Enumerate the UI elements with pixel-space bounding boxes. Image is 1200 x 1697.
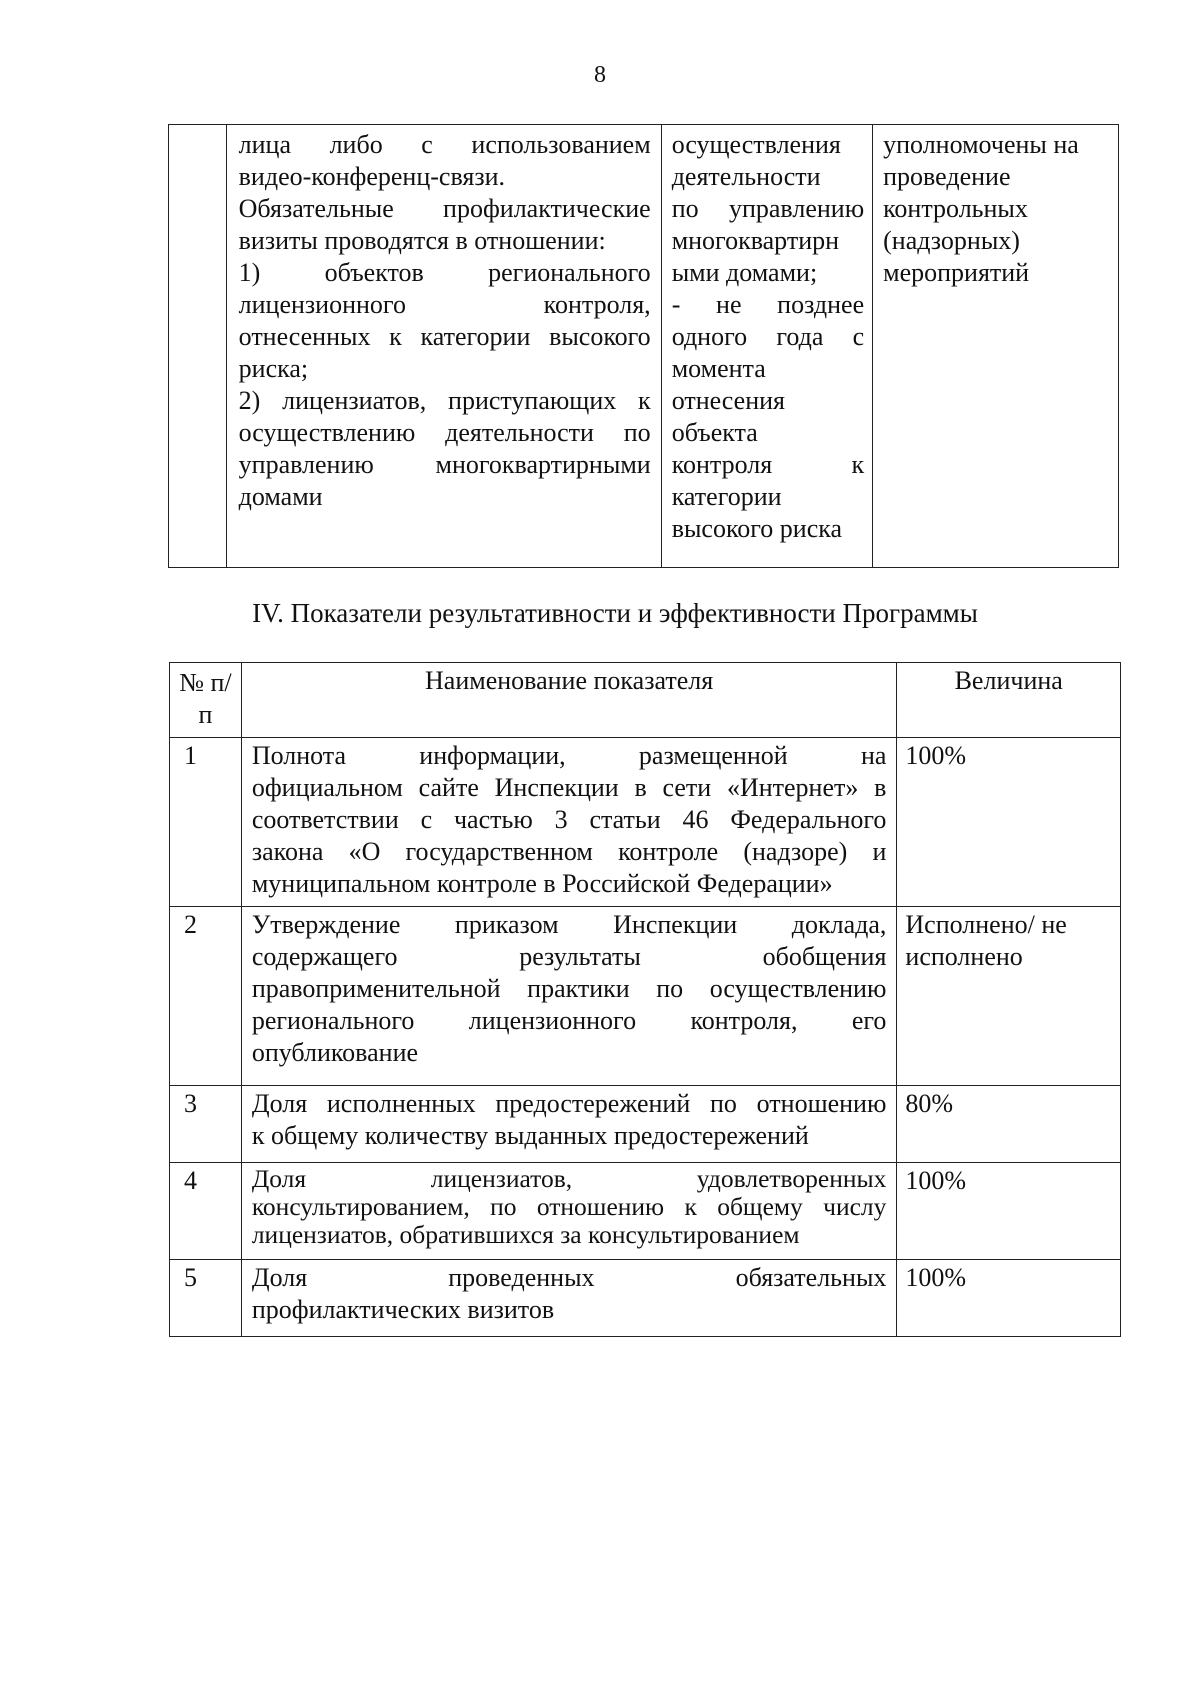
indicator-name-line: содержащего результаты обобщения: [251, 942, 887, 971]
timing-line: по управлению: [671, 194, 865, 223]
description-line: 1) объектов регионального: [238, 258, 651, 287]
description-line: 2) лицензиатов, приступающих к: [238, 386, 651, 415]
page-number: 8: [594, 62, 606, 88]
measures-table-continuation: [168, 124, 1119, 568]
indicator-number: 2: [170, 907, 242, 1086]
description-line: отнесенных к категории высокого: [238, 322, 651, 351]
timing-line: - не позднее: [671, 290, 865, 319]
description-line: риска;: [238, 354, 309, 383]
responsible-line: мероприятий: [883, 258, 1030, 287]
indicator-name-line: муниципальном контроле в Российской Федерации»: [251, 869, 833, 898]
description-line: визиты проводятся в отношении:: [238, 226, 606, 255]
indicator-name-line: консультированием, по отношению к общему числу: [251, 1192, 887, 1221]
timing-line: отнесения: [671, 386, 785, 415]
header-value: Величина: [897, 663, 1121, 738]
measure-description-cell: [226, 125, 661, 568]
description-line: управлению многоквартирными: [238, 450, 651, 479]
responsible-line: контрольных: [883, 194, 1028, 223]
responsible-line: уполномочены на: [883, 130, 1079, 159]
indicator-name: [241, 907, 897, 1086]
indicator-value-line: 80%: [905, 1089, 954, 1118]
description-line: Обязательные профилактические: [238, 194, 651, 223]
responsible-line: проведение: [883, 162, 1011, 191]
timing-line: деятельности: [671, 162, 821, 191]
indicator-name: [241, 1086, 897, 1163]
indicator-value-line: 100%: [905, 1166, 967, 1195]
indicator-value: [897, 907, 1121, 1086]
indicator-name-line: профилактических визитов: [251, 1295, 555, 1324]
indicator-name: [241, 1260, 897, 1337]
timing-line: объекта: [671, 418, 758, 447]
indicator-name: [241, 738, 897, 907]
row-number-cell: [169, 125, 227, 568]
indicator-name-line: регионального лицензионного контроля, его: [251, 1006, 887, 1035]
timing-line: категории: [671, 482, 782, 511]
table-row: [170, 738, 1121, 907]
description-line: видео-конференц-связи.: [238, 162, 506, 191]
indicator-value: [897, 1260, 1121, 1337]
indicator-number: 4: [170, 1163, 242, 1260]
measure-timing-cell: [661, 125, 872, 568]
timing-line: одного года с: [671, 322, 865, 351]
indicator-name-line: соответствии с частью 3 статьи 46 Федерального: [251, 805, 887, 834]
indicator-name-line: лицензиатов, обратившихся за консультированием: [251, 1220, 800, 1249]
timing-line: многоквартирн: [671, 226, 840, 255]
indicator-number: 1: [170, 738, 242, 907]
indicator-name-line: официальном сайте Инспекции в сети «Интернет» в: [251, 773, 887, 802]
timing-line: высокого риска: [671, 514, 843, 543]
table-row: [169, 125, 1119, 568]
indicator-value: [897, 1163, 1121, 1260]
table-header-row: [170, 663, 1121, 738]
indicator-name-line: Доля исполненных предостережений по отношению: [251, 1089, 887, 1118]
indicator-value: [897, 738, 1121, 907]
description-line: домами: [238, 482, 323, 511]
indicator-name-line: Доля проведенных обязательных: [251, 1263, 887, 1292]
indicator-name-line: к общему количеству выданных предостережений: [251, 1121, 809, 1150]
timing-line: момента: [671, 354, 766, 383]
indicator-name-line: Полнота информации, размещенной на: [251, 741, 887, 770]
indicator-value-line: Исполнено/: [905, 910, 1035, 939]
indicator-number: 5: [170, 1260, 242, 1337]
indicator-value-line: 100%: [905, 1263, 967, 1292]
indicator-value-line: 100%: [905, 741, 967, 770]
indicator-name-line: правоприменительной практики по осуществлению: [251, 974, 887, 1003]
timing-line: контроля к: [671, 450, 865, 479]
description-line: осуществлению деятельности по: [238, 418, 651, 447]
indicators-table: [169, 662, 1121, 1337]
indicator-number: 3: [170, 1086, 242, 1163]
responsible-line: (надзорных): [883, 226, 1020, 255]
table-row: [170, 1163, 1121, 1260]
timing-line: осуществления: [671, 130, 841, 159]
table-row: [170, 1260, 1121, 1337]
table-row: [170, 907, 1121, 1086]
header-name: Наименование показателя: [241, 663, 897, 738]
indicator-name-line: опубликование: [251, 1038, 419, 1067]
indicator-value: [897, 1086, 1121, 1163]
indicator-name: [241, 1163, 897, 1260]
indicator-value-line: не исполнено: [905, 910, 1067, 971]
indicator-name-line: закона «О государственном контроле (надзоре) и: [251, 837, 887, 866]
header-num: № п/п: [170, 663, 242, 738]
description-line: лицензионного контроля,: [238, 290, 651, 319]
indicator-name-line: Утверждение приказом Инспекции доклада,: [251, 910, 887, 939]
indicator-name-line: Доля лицензиатов, удовлетворенных: [251, 1164, 887, 1193]
responsible-cell: [873, 125, 1119, 568]
table-row: [170, 1086, 1121, 1163]
section-heading: IV. Показатели результативности и эффективности Программы: [252, 598, 978, 628]
timing-line: ыми домами;: [671, 258, 818, 287]
description-line: лица либо с использованием: [238, 130, 651, 159]
